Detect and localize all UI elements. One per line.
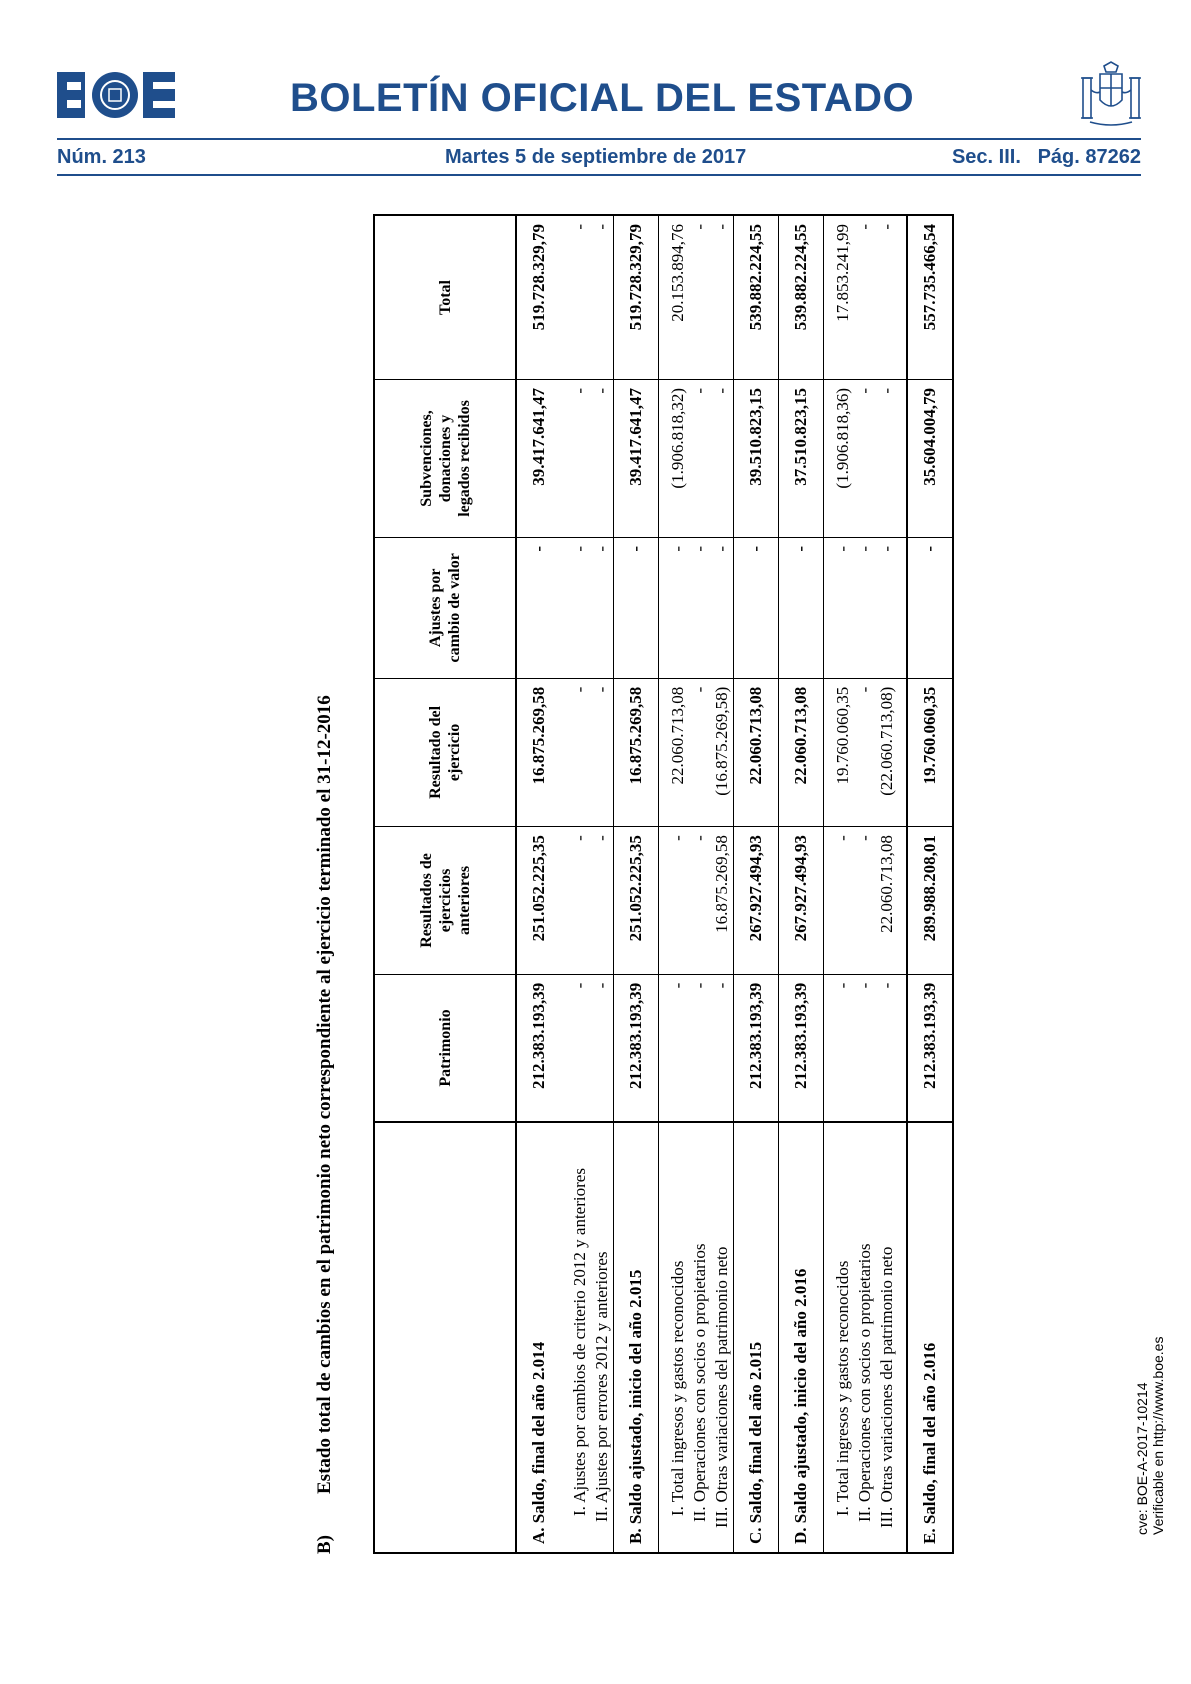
cell-value: - [832,537,854,678]
statement-heading [305,695,345,1554]
cell-value: - [854,974,876,1122]
equity-statement [305,214,939,1554]
cell-value: - [667,537,689,678]
header-rule-bottom [57,174,1141,176]
cell-value: - [711,974,734,1122]
header-rule-top [57,138,1141,140]
table-row [779,215,824,1553]
cell-value: 16.875.269,58 [516,678,561,826]
cell-value: 22.060.713,08 [667,678,689,826]
row-label: I. Total ingresos y gastos reconocidos [668,1260,687,1516]
cell-value: - [832,827,854,975]
cell-value: 267.927.494,93 [779,827,824,975]
row-label: E. Saldo, final del año 2.016 [920,1342,939,1544]
cell-value: - [876,379,898,537]
cell-value: - [832,974,854,1122]
cell-value: - [591,678,614,826]
issue-date: Martes 5 de septiembre de 2017 [445,146,747,168]
publication-title: BOLETÍN OFICIAL DEL ESTADO [290,76,915,120]
cell-value: 212.383.193,39 [779,974,824,1122]
cell-value: 557.735.466,54 [907,215,953,379]
cell-value: - [591,827,614,975]
table-row [689,215,711,1553]
cell-value: - [854,678,876,826]
cell-value: - [689,379,711,537]
cell-value: - [689,537,711,678]
cell-value: 267.927.494,93 [734,827,779,975]
cell-value: 17.853.241,99 [832,215,854,379]
cell-value: - [591,974,614,1122]
cell-value: - [689,827,711,975]
equity-table [373,214,954,1554]
column-header-ajustes-valor: Ajustes por cambio de valor [374,537,516,678]
issue-number: Núm. 213 [57,146,146,168]
cell-value: 519.728.329,79 [516,215,561,379]
cell-value: - [569,379,591,537]
cell-value: 35.604.004,79 [907,379,953,537]
cell-value: - [516,537,561,678]
row-label: C. Saldo, final del año 2.015 [746,1341,765,1544]
row-label: II. Operaciones con socios o propietarios [855,1243,874,1522]
table-row [832,215,854,1553]
cell-value: - [667,974,689,1122]
cell-value: (1.906.818,32) [667,379,689,537]
cell-value: - [569,974,591,1122]
cell-value: 39.417.641,47 [614,379,659,537]
verify-link[interactable]: Verificable en http://www.boe.es [1150,1336,1166,1535]
cell-value: 16.875.269,58 [614,678,659,826]
cell-value: - [854,379,876,537]
table-row [516,215,561,1553]
row-label: II. Operaciones con socios o propietarios [690,1243,709,1522]
page-label: Pág. 87262 [1037,146,1141,168]
table-row [591,215,614,1553]
cell-value: - [591,215,614,379]
cell-value: - [569,215,591,379]
cell-value: - [569,678,591,826]
section-page [952,146,1141,169]
cell-value: 19.760.060,35 [907,678,953,826]
cell-value: 19.760.060,35 [832,678,854,826]
cve-code: cve: BOE-A-2017-10214 [1134,1382,1150,1535]
cell-value: - [591,379,614,537]
row-label: A. Saldo, final del año 2.014 [529,1341,548,1544]
cell-value: - [876,537,898,678]
cell-value: - [854,537,876,678]
cell-value: - [907,537,953,678]
cell-value: 39.510.823,15 [734,379,779,537]
cell-value: (22.060.713,08) [876,678,898,826]
section-letter: B) [314,1535,335,1554]
cell-value: - [614,537,659,678]
cell-value: 212.383.193,39 [907,974,953,1122]
cell-value: - [779,537,824,678]
cell-value: - [689,215,711,379]
cell-value: - [854,827,876,975]
section-label: Sec. III. [951,146,1021,168]
cell-value: (1.906.818,36) [832,379,854,537]
row-label: B. Saldo ajustado, inicio del año 2.015 [626,1269,645,1544]
cell-value: 212.383.193,39 [516,974,561,1122]
cell-value: 212.383.193,39 [734,974,779,1122]
cell-value: 212.383.193,39 [614,974,659,1122]
row-label: II. Ajustes por errores 2012 y anteriores [592,1251,611,1522]
cell-value: 539.882.224,55 [734,215,779,379]
column-header-label [374,1122,516,1553]
table-header-row [374,215,516,1553]
column-header-resultados-anteriores: Resultados de ejercicios anteriores [374,827,516,975]
cell-value: 37.510.823,15 [779,379,824,537]
row-label: III. Otras variaciones del patrimonio neto [712,1246,731,1528]
coat-of-arms-icon [1078,60,1144,128]
cell-value: (16.875.269,58) [711,678,734,826]
table-row [854,215,876,1553]
boe-logo [57,70,177,120]
cell-value: 20.153.894,76 [667,215,689,379]
cell-value: - [876,974,898,1122]
cell-value: 39.417.641,47 [516,379,561,537]
row-label: I. Ajustes por cambios de criterio 2012 y anteriores [570,1168,589,1516]
cell-value: 251.052.225,35 [516,827,561,975]
column-header-resultado-ejercicio: Resultado del ejercicio [374,678,516,826]
cell-value: - [569,827,591,975]
table-row [734,215,779,1553]
table-row [569,215,591,1553]
row-label: I. Total ingresos y gastos reconocidos [833,1260,852,1516]
cell-value: - [667,827,689,975]
cell-value: 519.728.329,79 [614,215,659,379]
table-row [614,215,659,1553]
cell-value: - [689,678,711,826]
table-row [876,215,898,1553]
table-row-total [907,215,953,1553]
cell-value: 22.060.713,08 [779,678,824,826]
column-header-patrimonio: Patrimonio [374,974,516,1122]
cell-value: - [876,215,898,379]
table-row [711,215,734,1553]
cell-value: - [591,537,614,678]
cell-value: - [689,974,711,1122]
column-header-total: Total [374,215,516,379]
cell-value: - [711,537,734,678]
cell-value: - [711,379,734,537]
cell-value: 251.052.225,35 [614,827,659,975]
cell-value: 22.060.713,08 [876,827,898,975]
row-label: III. Otras variaciones del patrimonio neto [877,1246,896,1528]
table-row [667,215,689,1553]
cell-value: 16.875.269,58 [711,827,734,975]
column-header-subvenciones: Subvenciones, donaciones y legados recibidos [374,379,516,537]
cell-value: - [854,215,876,379]
cell-value: 539.882.224,55 [779,215,824,379]
cell-value: - [734,537,779,678]
cell-value: - [711,215,734,379]
statement-title: Estado total de cambios en el patrimonio neto correspondiente al ejercicio terminado el 31-12-2016 [314,695,335,1494]
cell-value: 22.060.713,08 [734,678,779,826]
row-label: D. Saldo ajustado, inicio del año 2.016 [791,1268,810,1544]
cell-value: 289.988.208,01 [907,827,953,975]
cell-value: - [569,537,591,678]
verification-footer [1134,1337,1166,1535]
